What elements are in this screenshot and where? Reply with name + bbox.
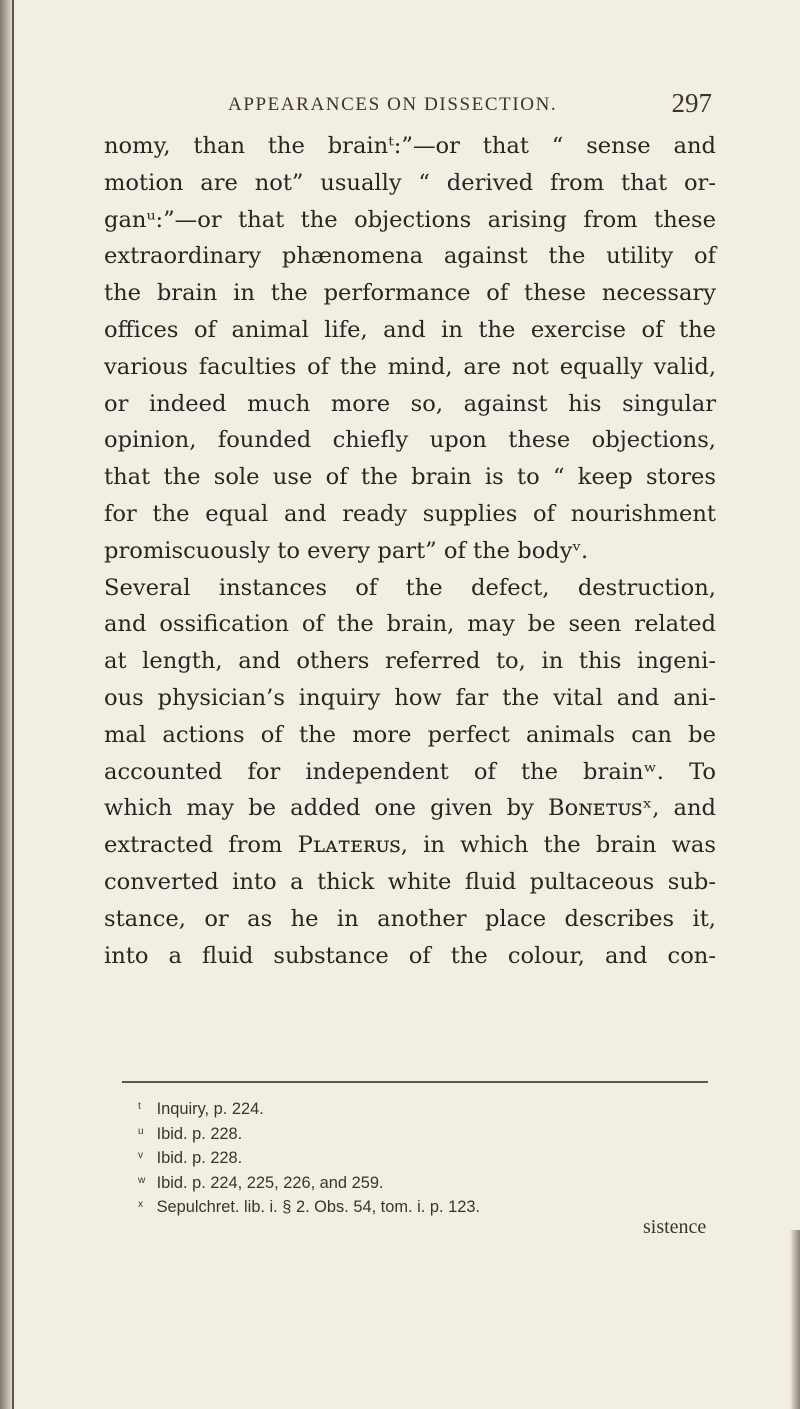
text-line: promiscuously to every part” of the bodyᵛ. bbox=[104, 537, 589, 564]
footnote bbox=[138, 1144, 698, 1169]
footnote bbox=[138, 1120, 698, 1145]
text-line: that the sole use of the brain is to “ keep stores bbox=[104, 464, 716, 491]
footnote bbox=[138, 1169, 698, 1194]
text-line: mal actions of the more perfect animals can be bbox=[104, 721, 716, 748]
footnote-mark: t bbox=[138, 1101, 141, 1112]
page-header bbox=[228, 88, 712, 122]
text-line: extracted from Pʟᴀᴛᴇʀᴜꜱ, in which the brain was bbox=[104, 832, 716, 859]
body-text bbox=[104, 128, 716, 974]
text-line: ous physician’s inquiry how far the vital and ani- bbox=[104, 684, 716, 711]
page-edge-shadow bbox=[790, 1230, 800, 1409]
catchword: sistence bbox=[643, 1216, 707, 1238]
footnote-mark: v bbox=[138, 1150, 143, 1162]
footnote bbox=[138, 1095, 698, 1120]
text-line: ganᵘ:”—or that the objections arising from these bbox=[104, 206, 716, 233]
text-line: which may be added one given by Bᴏɴᴇᴛᴜꜱˣ, and bbox=[104, 795, 716, 822]
footnote-text: Sepulchret. lib. i. § 2. Obs. 54, tom. i. p. 123. bbox=[156, 1198, 480, 1217]
footnote-text: Inquiry, p. 224. bbox=[156, 1100, 264, 1118]
text-line: at length, and others referred to, in this ingeni- bbox=[104, 648, 716, 675]
text-line: for the equal and ready supplies of nourishment bbox=[104, 500, 716, 527]
text-line: the brain in the performance of these necessary bbox=[104, 280, 716, 307]
text-line: Several instances of the defect, destruction, bbox=[104, 574, 716, 601]
text-line: nomy, than the brainᵗ:”—or that “ sense and bbox=[104, 133, 716, 159]
footnote bbox=[138, 1193, 698, 1218]
text-line: or indeed much more so, against his singular bbox=[104, 390, 716, 417]
text-line: into a fluid substance of the colour, and con- bbox=[104, 942, 716, 969]
text-line: motion are not” usually “ derived from that or- bbox=[104, 169, 716, 196]
footnote-mark: w bbox=[138, 1174, 146, 1186]
text-line: various faculties of the mind, are not equally valid, bbox=[104, 353, 716, 380]
running-head: APPEARANCES ON DISSECTION. bbox=[228, 94, 558, 115]
footnotes bbox=[138, 1095, 698, 1218]
text-line: opinion, founded chiefly upon these objections, bbox=[104, 427, 716, 454]
text-line: accounted for independent of the brainʷ. To bbox=[104, 758, 716, 785]
text-line: and ossification of the brain, may be seen related bbox=[104, 611, 716, 638]
footnote-mark: x bbox=[138, 1199, 143, 1211]
footnote-divider bbox=[122, 1081, 708, 1083]
text-line: extraordinary phænomena against the utility of bbox=[104, 243, 716, 270]
text-line: stance, or as he in another place describes it, bbox=[104, 905, 716, 932]
page-number: 297 bbox=[671, 88, 712, 118]
text-line: offices of animal life, and in the exercise of the bbox=[104, 316, 716, 343]
text-line: converted into a thick white fluid pultaceous sub- bbox=[104, 868, 716, 895]
footnote-text: Ibid. p. 228. bbox=[156, 1149, 243, 1168]
footnote-mark: u bbox=[138, 1125, 144, 1137]
binding-edge bbox=[12, 0, 14, 1409]
footnote-text: Ibid. p. 224, 225, 226, and 259. bbox=[156, 1173, 384, 1192]
footnote-text: Ibid. p. 228. bbox=[156, 1124, 243, 1143]
